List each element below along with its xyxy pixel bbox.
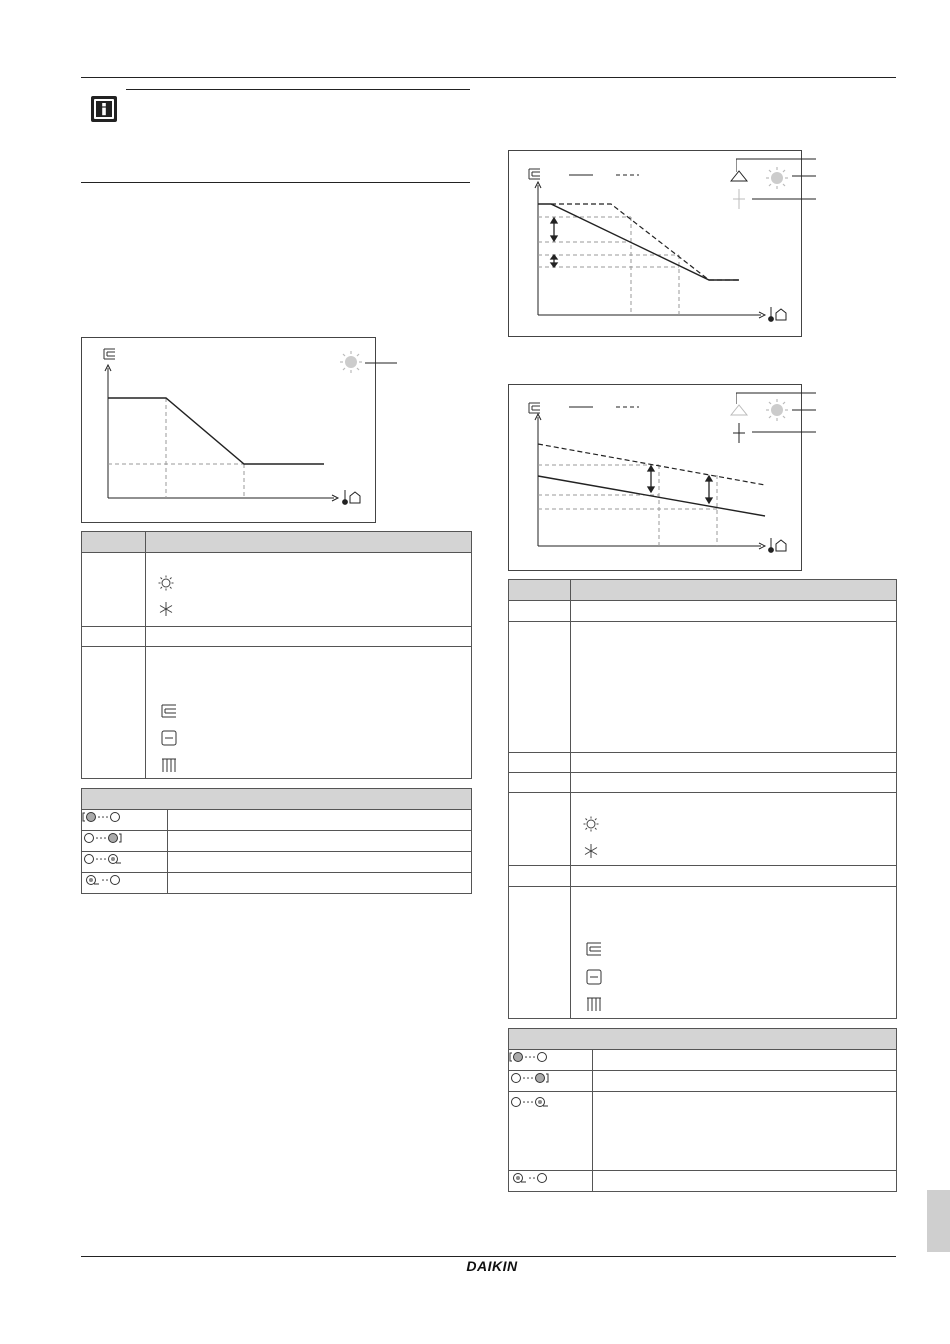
snowflake-icon	[583, 843, 599, 859]
table-row	[509, 773, 897, 793]
table-row	[509, 1092, 897, 1171]
right-dial-active-icon	[509, 1071, 549, 1085]
right-parameter-table	[508, 579, 897, 1019]
underfloor-heating-icon	[585, 941, 603, 957]
footer-rule	[81, 1256, 896, 1257]
chart-fixed-curve	[81, 337, 376, 523]
info-icon	[90, 95, 118, 123]
table-row	[82, 627, 472, 647]
table-row	[509, 1050, 897, 1071]
table-row	[82, 873, 472, 894]
sun-icon	[158, 575, 174, 591]
brand-logo: DAIKIN	[466, 1258, 518, 1274]
radiator-icon	[585, 996, 603, 1012]
underfloor-heating-icon	[160, 703, 178, 719]
table-header-row	[509, 1029, 897, 1050]
snowflake-icon	[158, 601, 174, 617]
sun-icon	[340, 351, 362, 373]
floor-heating-icon	[529, 403, 540, 413]
left-dial-press-icon	[82, 873, 122, 887]
floor-heating-icon	[104, 349, 115, 359]
heat-pump-convector-icon	[160, 730, 178, 746]
table-row	[82, 831, 472, 852]
table-row	[509, 793, 897, 866]
heat-pump-convector-icon	[585, 969, 603, 985]
table-row	[509, 1171, 897, 1192]
outdoor-temperature-icon	[769, 538, 786, 552]
right-button-table	[508, 1028, 897, 1192]
table-row	[509, 1071, 897, 1092]
radiator-icon	[160, 757, 178, 773]
right-dial-press-icon	[509, 1095, 549, 1109]
outdoor-temperature-icon	[343, 490, 360, 504]
table-row	[82, 647, 472, 779]
table-header-row	[509, 580, 897, 601]
table-header-row	[82, 789, 472, 810]
header-rule	[81, 77, 896, 78]
callout-lines-middle	[736, 388, 816, 438]
table-header-row	[82, 532, 472, 553]
table-row	[509, 622, 897, 753]
table-row	[82, 553, 472, 627]
left-dial-active-icon	[82, 810, 122, 824]
note-top-rule	[126, 89, 470, 90]
left-button-table	[81, 788, 472, 894]
callout-line	[365, 362, 397, 366]
table-row	[509, 753, 897, 773]
table-row	[509, 887, 897, 1019]
left-parameter-table	[81, 531, 472, 779]
left-dial-press-icon	[509, 1171, 549, 1185]
table-row	[509, 866, 897, 887]
table-row	[509, 601, 897, 622]
table-row	[82, 852, 472, 873]
floor-heating-icon	[529, 169, 540, 179]
callout-lines-top	[736, 154, 816, 204]
table-row	[82, 810, 472, 831]
left-dial-active-icon	[509, 1050, 549, 1064]
note-bottom-rule	[81, 182, 470, 183]
chapter-tab	[927, 1190, 950, 1252]
outdoor-temperature-icon	[769, 307, 786, 321]
right-dial-press-icon	[82, 852, 122, 866]
right-dial-active-icon	[82, 831, 122, 845]
sun-icon	[583, 816, 599, 832]
